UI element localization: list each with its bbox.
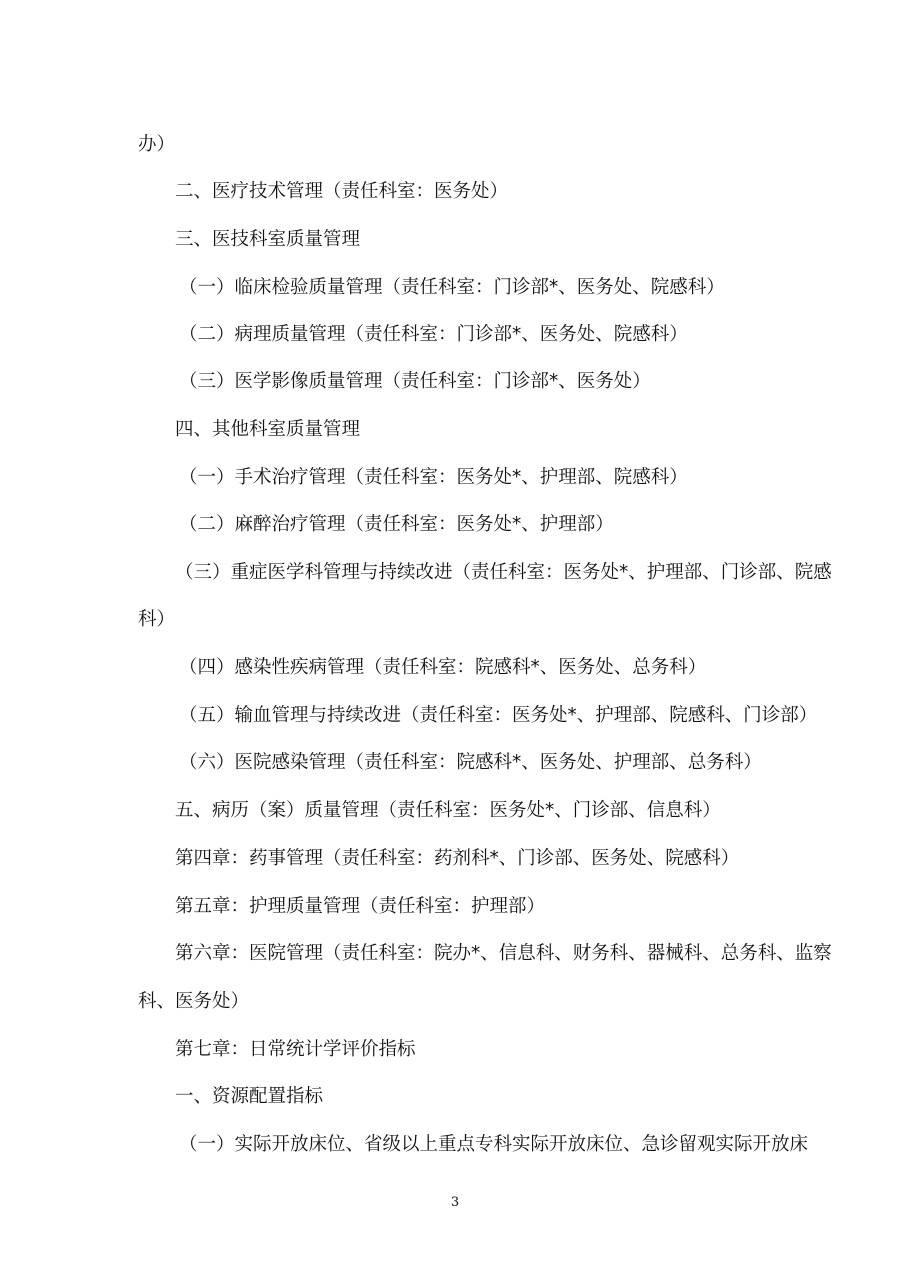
item-icu: （三）重症医学科管理与持续改进（责任科室：医务处*、护理部、门诊部、院感 — [175, 562, 832, 583]
item-infectious-disease: （四）感染性疾病管理（责任科室：院感科*、医务处、总务科） — [179, 657, 707, 678]
heading-medical-technology: 二、医疗技术管理（责任科室：医务处） — [175, 181, 509, 202]
chapter-six-continuation: 科、医务处） — [138, 991, 250, 1012]
text-line-continuation: 办） — [138, 134, 176, 155]
item-hospital-infection: （六）医院感染管理（责任科室：院感科*、医务处、护理部、总务科） — [179, 752, 762, 773]
item-blood-transfusion: （五）输血管理与持续改进（责任科室：医务处*、护理部、院感科、门诊部） — [179, 705, 818, 726]
chapter-five: 第五章：护理质量管理（责任科室：护理部） — [175, 896, 546, 917]
item-surgery: （一）手术治疗管理（责任科室：医务处*、护理部、院感科） — [179, 467, 688, 488]
item-pathology: （二）病理质量管理（责任科室：门诊部*、医务处、院感科） — [179, 324, 688, 345]
item-clinical-lab: （一）临床检验质量管理（责任科室：门诊部*、医务处、院感科） — [179, 277, 725, 298]
heading-resource-allocation: 一、资源配置指标 — [175, 1086, 324, 1107]
chapter-four: 第四章：药事管理（责任科室：药剂科*、门诊部、医务处、院感科） — [175, 848, 740, 869]
chapter-six: 第六章：医院管理（责任科室：院办*、信息科、财务科、器械科、总务科、监察 — [175, 943, 832, 964]
item-open-beds: （一）实际开放床位、省级以上重点专科实际开放床位、急诊留观实际开放床 — [179, 1134, 809, 1155]
chapter-seven: 第七章：日常统计学评价指标 — [175, 1039, 416, 1060]
item-icu-continuation: 科） — [138, 609, 176, 630]
heading-medtech-quality: 三、医技科室质量管理 — [175, 229, 361, 250]
heading-medical-records: 五、病历（案）质量管理（责任科室：医务处*、门诊部、信息科） — [175, 800, 721, 821]
page-number: 3 — [450, 1195, 460, 1210]
item-imaging: （三）医学影像质量管理（责任科室：门诊部*、医务处） — [179, 371, 651, 392]
heading-other-departments: 四、其他科室质量管理 — [175, 419, 361, 440]
item-anesthesia: （二）麻醉治疗管理（责任科室：医务处*、护理部） — [179, 514, 614, 535]
